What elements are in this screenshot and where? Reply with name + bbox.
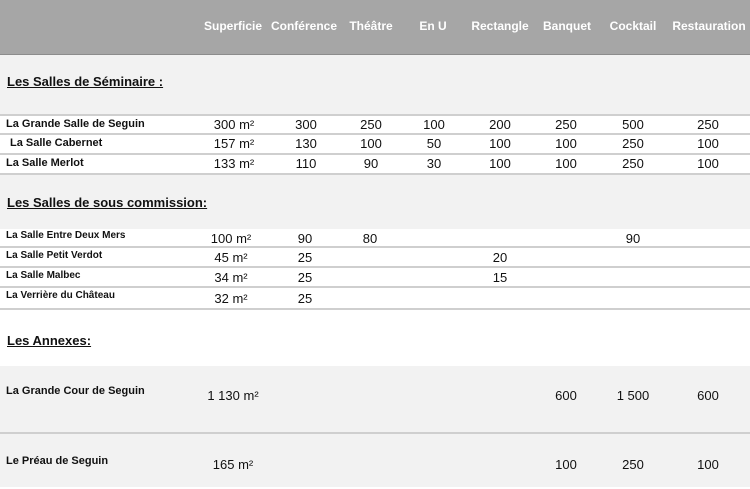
cell-conference: 110 — [295, 156, 317, 171]
cell-rectangle: 20 — [492, 250, 508, 265]
cell-banquet: 250 — [555, 117, 577, 132]
cell-en-u: 100 — [423, 117, 445, 132]
cell-conference: 300 — [295, 117, 317, 132]
column-header-superficie: Superficie — [203, 19, 263, 33]
section-band-sous-commission — [0, 173, 750, 231]
table-row — [0, 286, 750, 308]
cell-theatre: 250 — [360, 117, 382, 132]
table-row — [0, 266, 750, 286]
room-name: La Grande Cour de Seguin — [6, 385, 145, 397]
cell-cocktail: 250 — [622, 457, 644, 472]
column-header-restauration: Restauration — [672, 19, 746, 33]
cell-restauration: 600 — [697, 388, 719, 403]
cell-cocktail: 250 — [622, 156, 644, 171]
cell-superficie: 157 m² — [213, 136, 255, 151]
cell-superficie: 32 m² — [214, 291, 248, 306]
room-name: La Salle Cabernet — [10, 137, 103, 149]
cell-restauration: 100 — [697, 457, 719, 472]
room-name: Le Préau de Seguin — [6, 455, 109, 467]
cell-banquet: 100 — [555, 457, 577, 472]
cell-rectangle: 200 — [489, 117, 511, 132]
cell-theatre: 100 — [360, 136, 382, 151]
cell-cocktail: 90 — [625, 231, 641, 246]
table-row — [0, 434, 750, 487]
table-header — [0, 0, 750, 55]
cell-restauration: 100 — [697, 156, 719, 171]
cell-rectangle: 100 — [489, 136, 511, 151]
cell-superficie: 100 m² — [210, 231, 252, 246]
room-name: La Salle Merlot — [6, 157, 84, 169]
column-header-en-u: En U — [419, 19, 447, 33]
cell-banquet: 600 — [555, 388, 577, 403]
cell-conference: 25 — [297, 291, 313, 306]
cell-banquet: 100 — [555, 156, 577, 171]
cell-theatre: 90 — [363, 156, 379, 171]
cell-rectangle: 15 — [492, 270, 508, 285]
section-title: Les Salles de Séminaire : — [7, 74, 164, 89]
column-header-theatre: Théâtre — [349, 19, 393, 33]
section-title: Les Annexes: — [7, 333, 92, 348]
table-row — [0, 133, 750, 153]
cell-rectangle: 100 — [489, 156, 511, 171]
cell-superficie: 133 m² — [213, 156, 255, 171]
cell-conference: 130 — [295, 136, 317, 151]
cell-cocktail: 500 — [622, 117, 644, 132]
cell-en-u: 30 — [426, 156, 442, 171]
cell-superficie: 45 m² — [214, 250, 248, 265]
cell-en-u: 50 — [426, 136, 442, 151]
column-header-conference: Conférence — [270, 19, 338, 33]
room-name: La Salle Petit Verdot — [6, 250, 103, 261]
cell-banquet: 100 — [555, 136, 577, 151]
column-header-banquet: Banquet — [543, 19, 591, 33]
cell-superficie: 165 m² — [212, 457, 254, 472]
table-row — [0, 229, 750, 246]
cell-conference: 25 — [297, 270, 313, 285]
room-name: La Salle Entre Deux Mers — [6, 230, 126, 241]
room-name: La Grande Salle de Seguin — [6, 118, 145, 130]
cell-theatre: 80 — [362, 231, 378, 246]
table-row — [0, 366, 750, 434]
section-band-seminaire — [0, 55, 750, 116]
cell-superficie: 34 m² — [214, 270, 248, 285]
cell-conference: 90 — [297, 231, 313, 246]
section-title: Les Salles de sous commission: — [7, 195, 208, 210]
cell-restauration: 250 — [697, 117, 719, 132]
column-header-rectangle: Rectangle — [471, 19, 529, 33]
table-row — [0, 116, 750, 133]
room-name: La Verrière du Château — [6, 290, 115, 301]
section-band-annexes — [0, 308, 750, 368]
room-name: La Salle Malbec — [6, 270, 81, 281]
cell-cocktail: 1 500 — [616, 388, 650, 403]
cell-restauration: 100 — [697, 136, 719, 151]
cell-conference: 25 — [297, 250, 313, 265]
table-row — [0, 153, 750, 173]
cell-superficie: 1 130 m² — [207, 388, 259, 403]
cell-cocktail: 250 — [622, 136, 644, 151]
table-row — [0, 246, 750, 266]
column-header-cocktail: Cocktail — [609, 19, 657, 33]
cell-superficie: 300 m² — [213, 117, 255, 132]
